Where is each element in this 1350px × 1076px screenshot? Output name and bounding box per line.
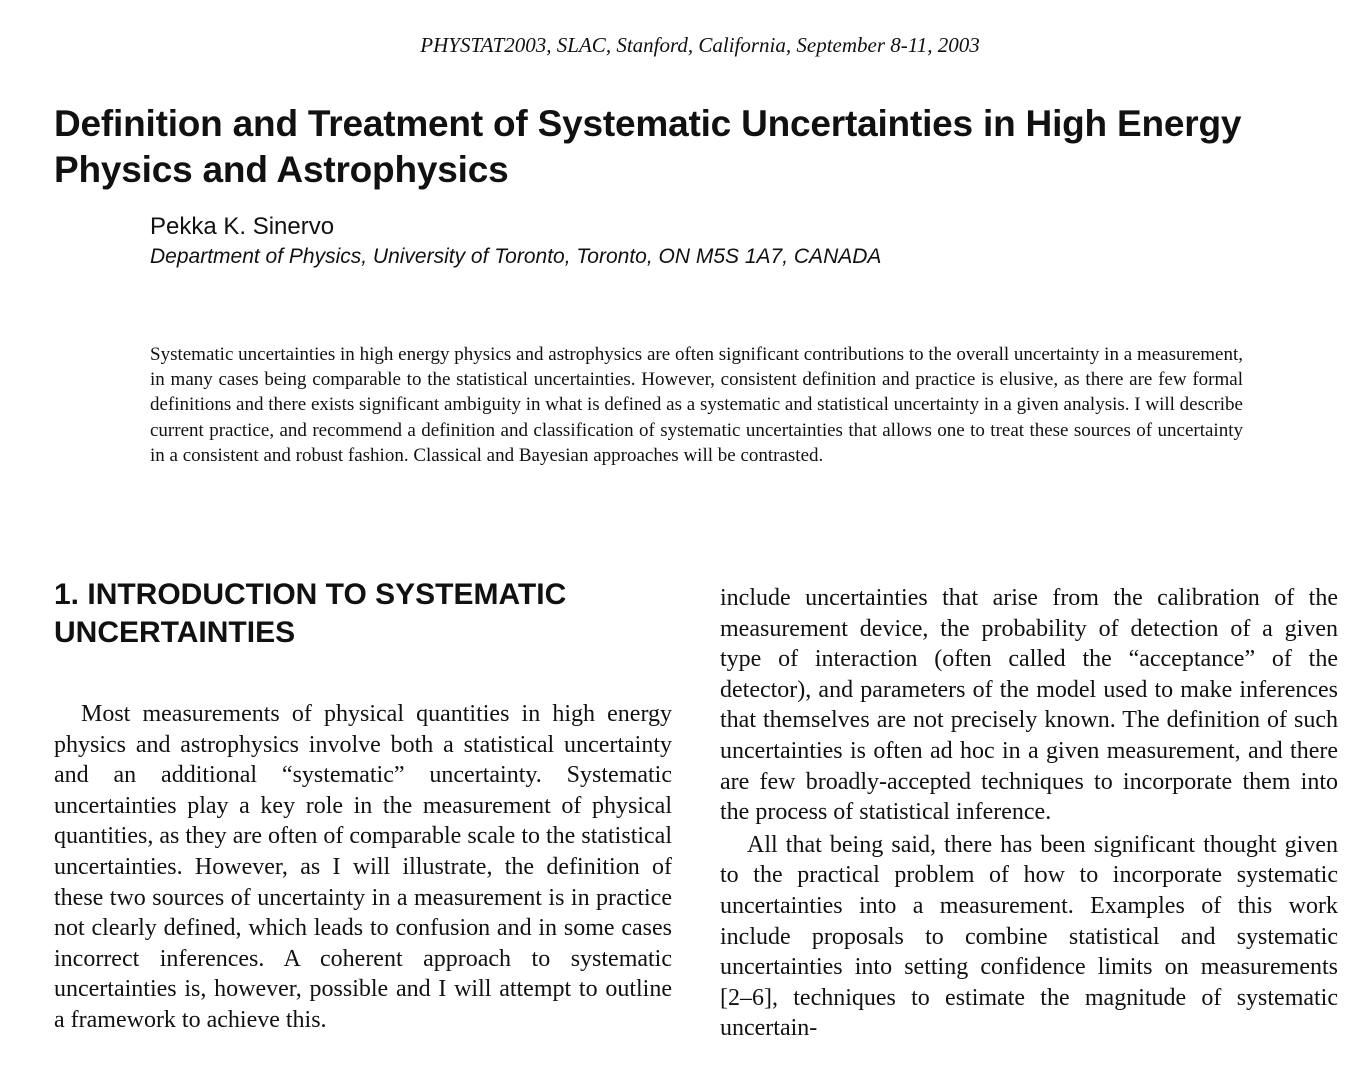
continued-paragraph: include uncertainties that arise from the calibration of the measurement device, the probability of detection of a given type of interaction (often called the “acceptance” of the detector), and parameters of the model used to make inferences that themselves are not precisely known. The definition of such uncertainties is often ad hoc in a given measurement, and there are few broadly-accepted techniques to incorporate them into the process of statistical inference. (720, 585, 1338, 826)
abstract: Systematic uncertainties in high energy physics and astrophysics are often significant contributions to the overall uncertainty in a measurement, in many cases being comparable to the statistical uncertainties. However, consistent definition and practice is elusive, as there are few formal definitions and there exists significant ambiguity in what is defined as a systematic and statistical uncertainty in a given analysis. I will describe current practice, and recommend a definition and classification of systematic uncertainties that allows one to treat these sources of uncertainty in a consistent and robust fashion. Classical and Bayesian approaches will be contrasted. (150, 344, 1243, 466)
running-head: PHYSTAT2003, SLAC, Stanford, California, September 8-11, 2003 (420, 33, 980, 57)
left-column (54, 699, 672, 1036)
second-paragraph: All that being said, there has been significant thought given to the practical problem of how to incorporate systematic uncertainties into a measurement. Examples of this work include proposals to combine statistical and systematic uncertainties into setting confidence limits on measurements [2–6], techniques to estimate the magnitude of systematic uncertain- (720, 831, 1338, 1042)
author-affiliation: Department of Physics, University of Toronto, Toronto, ON M5S 1A7, CANADA (150, 245, 882, 268)
intro-paragraph: Most measurements of physical quantities in high energy physics and astrophysics involve both a statistical uncertainty and an additional “systematic” uncertainty. Systematic uncertainties play a key role in the measurement of physical quantities, as they are often of comparable scale to the statistical uncertainties. However, as I will illustrate, the definition of these two sources of uncertainty in a measurement is in practice not clearly defined, which leads to confusion and in some cases incorrect inferences. A coherent approach to systematic uncertainties is, however, possible and I will attempt to outline a framework to achieve this. (54, 701, 672, 1033)
paper-title: Definition and Treatment of Systematic Uncertainties in High Energy Physics and Astrophysics (54, 103, 1242, 190)
section-heading: 1. INTRODUCTION TO SYSTEMATIC UNCERTAINTIES (54, 578, 567, 649)
author-name: Pekka K. Sinervo (150, 213, 335, 240)
right-column (720, 583, 1338, 1044)
